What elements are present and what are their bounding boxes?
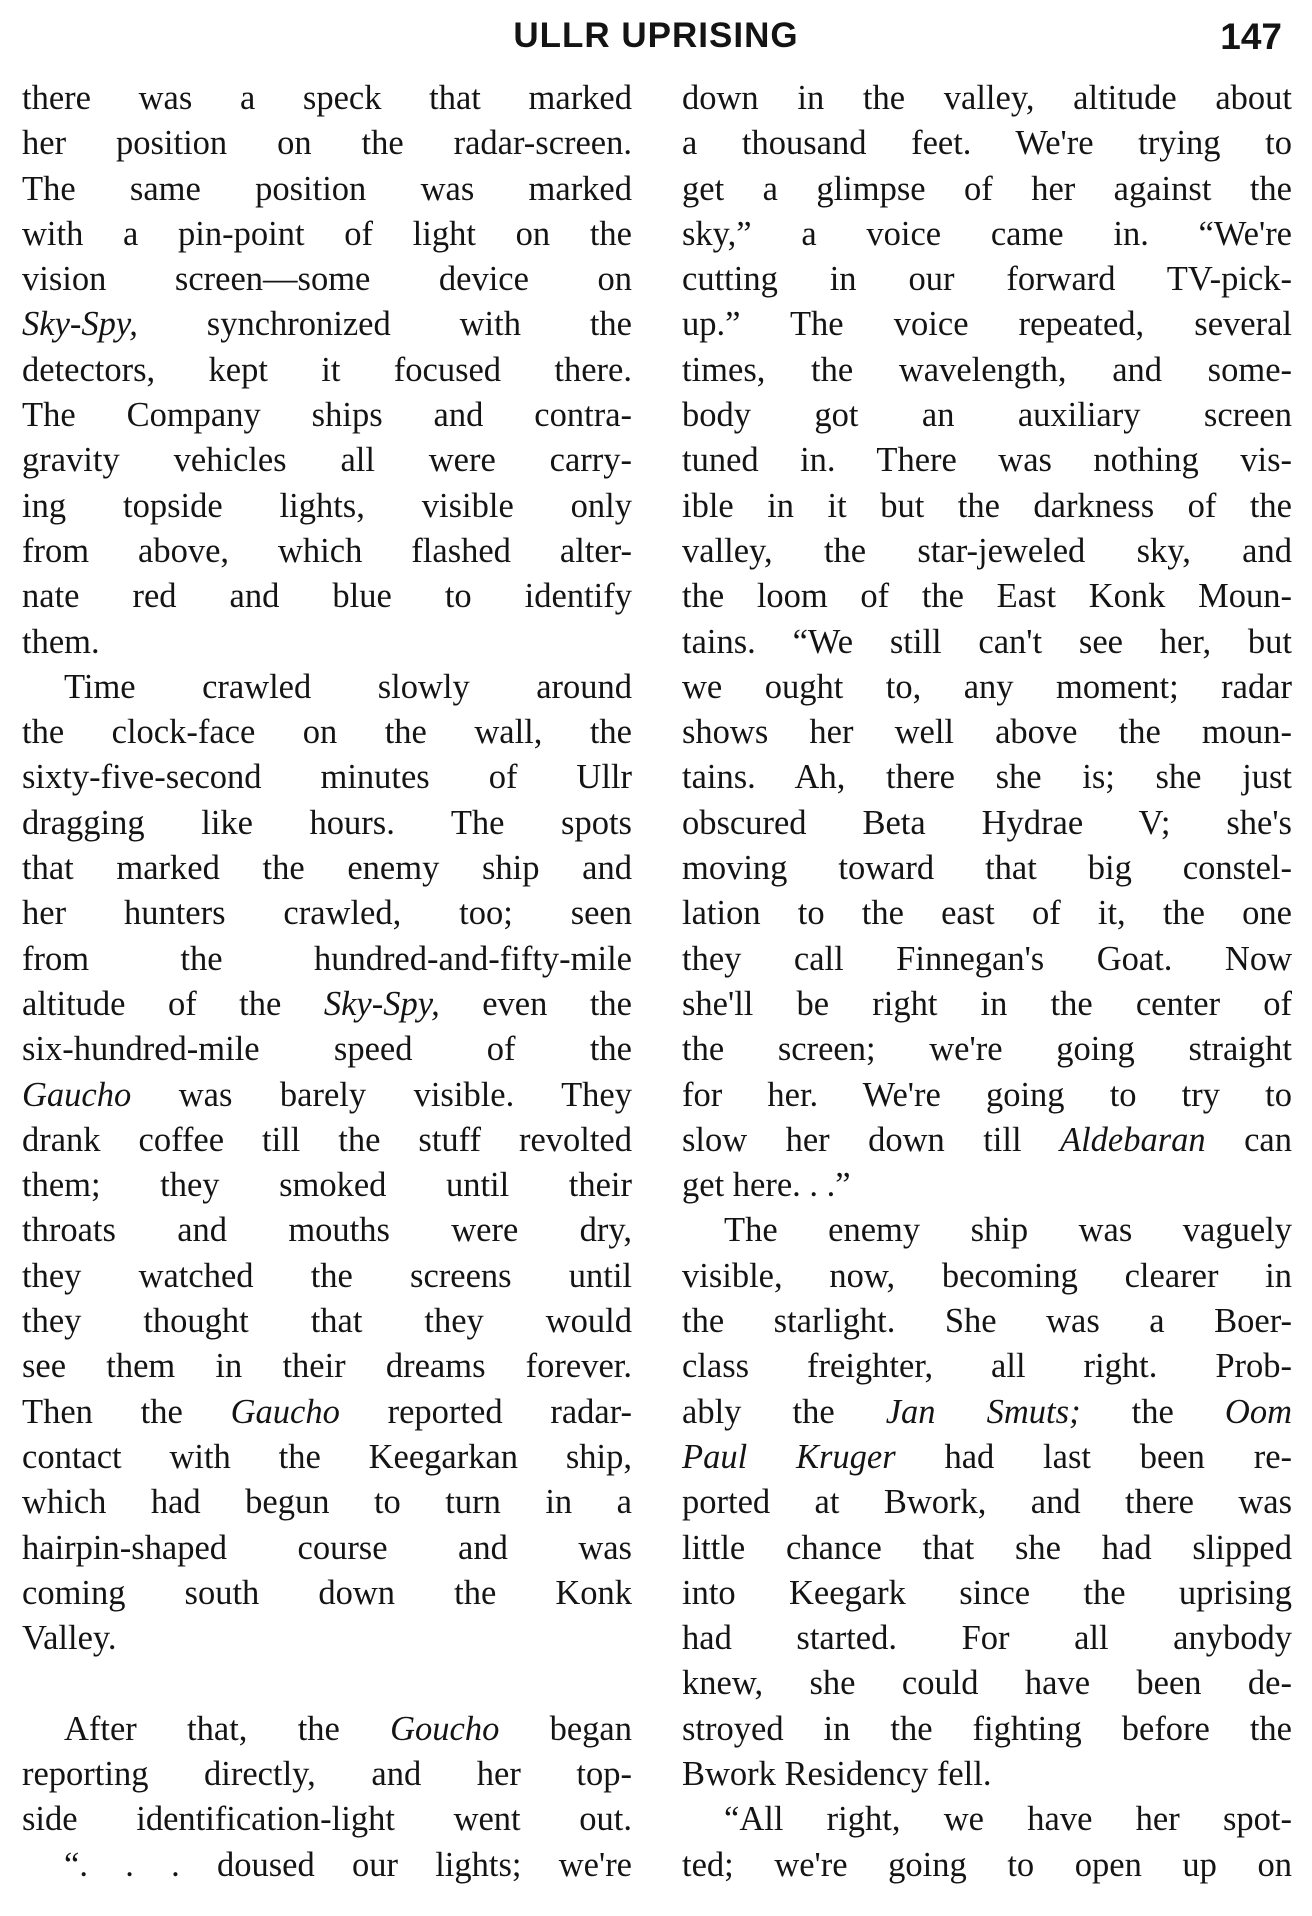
text-line	[682, 1118, 1292, 1163]
text-line: them.	[22, 622, 100, 661]
text-line: them; they smoked until their	[22, 1166, 632, 1205]
text-line: that marked the enemy ship and	[22, 849, 632, 888]
text-line: down in the valley, altitude about	[682, 79, 1292, 117]
text-line: detectors, kept it focused there.	[22, 350, 632, 389]
text-line: visible, now, becoming clearer in	[682, 1256, 1292, 1295]
text-line: knew, she could have been de-	[682, 1664, 1292, 1703]
text-line: reporting directly, and her top-	[22, 1754, 632, 1793]
text-run: the	[1080, 1392, 1225, 1431]
text-line: with a pin-point of light on the	[22, 214, 632, 253]
text-line: drank coffee till the stuff revolted	[22, 1120, 632, 1159]
left-text-column	[22, 76, 632, 1888]
text-line: her position on the radar-screen.	[22, 124, 632, 163]
italic-text: Gaucho	[22, 1075, 132, 1114]
text-line	[22, 1390, 632, 1435]
running-header	[0, 6, 1312, 66]
text-run: synchronized with the	[137, 305, 632, 344]
text-line: had started. For all anybody	[682, 1619, 1292, 1658]
text-line: a thousand feet. We're trying to	[682, 124, 1292, 163]
paragraph-gap	[22, 1661, 632, 1706]
text-line: The Company ships and contra-	[22, 396, 632, 435]
text-line: valley, the star-jeweled sky, and	[682, 531, 1292, 570]
text-line: lation to the east of it, the one	[682, 894, 1292, 933]
text-line: the clock-face on the wall, the	[22, 713, 632, 752]
text-line: vision screen—some device on	[22, 260, 632, 299]
text-line: class freighter, all right. Prob-	[682, 1347, 1292, 1386]
text-line: they call Finnegan's Goat. Now	[682, 939, 1292, 978]
text-line: up.” The voice repeated, several	[682, 305, 1292, 344]
text-line: moving toward that big constel-	[682, 849, 1292, 888]
text-line: the screen; we're going straight	[682, 1030, 1292, 1069]
text-line	[22, 1073, 632, 1118]
text-run: slow her down till	[682, 1120, 1061, 1159]
text-line: which had begun to turn in a	[22, 1483, 632, 1522]
text-line: contact with the Keegarkan ship,	[22, 1437, 632, 1476]
text-run: After that, the	[64, 1709, 391, 1748]
text-line: cutting in our forward TV-pick-	[682, 260, 1292, 299]
text-line: little chance that she had slipped	[682, 1528, 1292, 1567]
text-line: Valley.	[22, 1619, 117, 1658]
text-line: dragging like hours. The spots	[22, 803, 632, 842]
text-line: we ought to, any moment; radar	[682, 667, 1292, 706]
text-line	[682, 1390, 1292, 1435]
text-line: shows her well above the moun-	[682, 713, 1292, 752]
text-line: she'll be right in the center of	[682, 984, 1292, 1023]
text-line: see them in their dreams forever.	[22, 1347, 632, 1386]
text-line: body got an auxiliary screen	[682, 396, 1292, 435]
text-line: tuned in. There was nothing vis-	[682, 441, 1292, 480]
text-line: stroyed in the fighting before the	[682, 1709, 1292, 1748]
right-text-column	[682, 76, 1292, 1888]
text-run: ably the	[682, 1392, 886, 1431]
text-line: they watched the screens until	[22, 1256, 632, 1295]
text-line: from the hundred-and-fifty-mile	[22, 939, 632, 978]
text-line: the starlight. She was a Boer-	[682, 1302, 1292, 1341]
text-line: they thought that they would	[22, 1302, 632, 1341]
text-line: Time crawled slowly around	[64, 667, 632, 706]
text-line: ing topside lights, visible only	[22, 486, 632, 525]
text-line	[22, 1707, 632, 1752]
text-line: “. . . doused our lights; we're	[64, 1845, 632, 1884]
text-line: the loom of the East Konk Moun-	[682, 577, 1292, 616]
text-line: nate red and blue to identify	[22, 577, 632, 616]
text-line	[22, 982, 632, 1027]
text-run: had last been re-	[895, 1437, 1292, 1476]
text-run: Then the	[22, 1392, 231, 1431]
text-line: get a glimpse of her against the	[682, 169, 1292, 208]
italic-text: Paul Kruger	[682, 1437, 896, 1476]
text-line: gravity vehicles all were carry-	[22, 441, 632, 480]
italic-text: Sky-Spy,	[323, 984, 440, 1023]
text-line: six-hundred-mile speed of the	[22, 1030, 632, 1069]
italic-text: Aldebaran	[1060, 1120, 1206, 1159]
text-line: tains. Ah, there she is; she just	[682, 758, 1292, 797]
text-line: sixty-five-second minutes of Ullr	[22, 758, 632, 797]
text-line: get here. . .”	[682, 1166, 851, 1205]
italic-text: Jan Smuts;	[885, 1392, 1081, 1431]
running-title: ULLR UPRISING	[513, 16, 799, 55]
text-run: even the	[439, 984, 632, 1023]
text-run: altitude of the	[22, 984, 324, 1023]
text-run: began	[499, 1709, 632, 1748]
text-line: there was a speck that marked	[22, 79, 632, 117]
text-line: hairpin-shaped course and was	[22, 1528, 632, 1567]
text-line	[682, 1435, 1292, 1480]
text-line	[22, 302, 632, 347]
text-line: obscured Beta Hydrae V; she's	[682, 803, 1292, 842]
text-line: her hunters crawled, too; seen	[22, 894, 632, 933]
text-line: coming south down the Konk	[22, 1573, 632, 1612]
text-line: The same position was marked	[22, 169, 632, 208]
text-line: times, the wavelength, and some-	[682, 350, 1292, 389]
text-line: “All right, we have her spot-	[724, 1800, 1292, 1839]
text-run: was barely visible. They	[131, 1075, 632, 1114]
text-line: ted; we're going to open up on	[682, 1845, 1292, 1884]
italic-text: Oom	[1224, 1392, 1292, 1431]
italic-text: Goucho	[390, 1709, 500, 1748]
italic-text: Sky-Spy,	[22, 305, 138, 344]
text-line: side identification-light went out.	[22, 1800, 632, 1839]
text-line: tains. “We still can't see her, but	[682, 622, 1292, 661]
text-line: The enemy ship was vaguely	[724, 1211, 1292, 1250]
text-line: ible in it but the darkness of the	[682, 486, 1292, 525]
text-line: into Keegark since the uprising	[682, 1573, 1292, 1612]
text-line: throats and mouths were dry,	[22, 1211, 632, 1250]
text-line: sky,” a voice came in. “We're	[682, 214, 1292, 253]
text-run: can	[1205, 1120, 1292, 1159]
text-line: ported at Bwork, and there was	[682, 1483, 1292, 1522]
italic-text: Gaucho	[230, 1392, 340, 1431]
text-line: Bwork Residency fell.	[682, 1754, 992, 1793]
page-number: 147	[1220, 16, 1282, 57]
text-line: for her. We're going to try to	[682, 1075, 1292, 1114]
text-run: reported radar-	[339, 1392, 632, 1431]
text-line: from above, which flashed alter-	[22, 531, 632, 570]
